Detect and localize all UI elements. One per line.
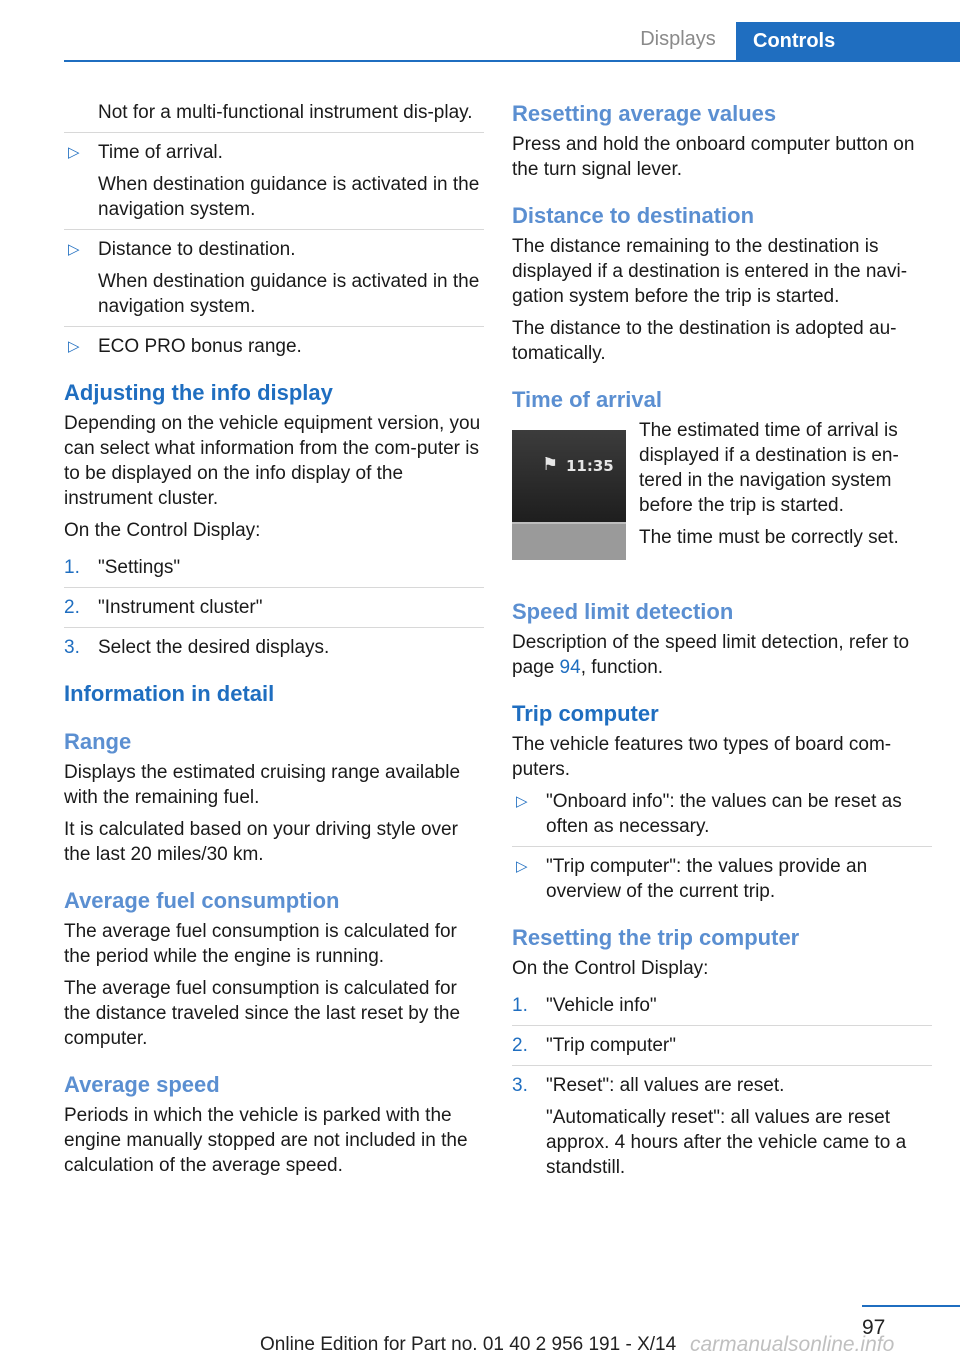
list-item: [64, 334, 484, 359]
list-item-text: ECO PRO bonus range.: [98, 336, 302, 357]
step-item: [512, 1073, 932, 1180]
heading-average-fuel-consumption: Average fuel consumption: [64, 888, 340, 913]
triangle-right-icon: ▷: [68, 144, 80, 161]
step-text: "Trip computer": [546, 1035, 676, 1056]
time-of-arrival-block: [512, 418, 932, 578]
intro-note: Not for a multi-functional instrument dis-play.: [98, 102, 473, 123]
header-chapter-label: Controls: [753, 30, 836, 52]
step-number: 2.: [64, 597, 80, 618]
heading-adjusting-info-display: Adjusting the info display: [64, 380, 333, 405]
paragraph: The average fuel consumption is calculated for the distance traveled since the last reset by the computer.: [64, 978, 461, 1049]
list-item-text: "Trip computer": the values provide an overview of the current trip.: [546, 856, 868, 902]
heading-information-in-detail: Information in detail: [64, 681, 275, 706]
paragraph: Depending on the vehicle equipment version, you can select what information from the com-puter is to be displayed on the info display of the instrument cluster.: [64, 413, 481, 509]
step-number: 3.: [512, 1075, 528, 1096]
bullet-divider: [64, 326, 484, 327]
bullet-divider: [64, 132, 484, 133]
page-header: [0, 0, 960, 64]
paragraph: On the Control Display:: [64, 520, 261, 541]
step-item: [64, 595, 484, 620]
triangle-right-icon: ▷: [68, 338, 80, 355]
watermark: carmanualsonline.info: [690, 1333, 895, 1356]
step-text: "Vehicle info": [546, 995, 657, 1016]
step-divider: [64, 627, 484, 628]
step-number: 2.: [512, 1035, 528, 1056]
paragraph: The vehicle features two types of board com-puters.: [512, 734, 892, 780]
heading-resetting-trip-computer: Resetting the trip computer: [512, 925, 800, 950]
paragraph: Periods in which the vehicle is parked with the engine manually stopped are not included in the calculation of the average speed.: [64, 1105, 468, 1176]
bullet-divider: [512, 846, 932, 847]
list-item: [512, 789, 932, 839]
list-item: [64, 237, 484, 319]
heading-trip-computer: Trip computer: [512, 701, 659, 726]
step-subtext: "Automatically reset": all values are reset approx. 4 hours after the vehicle came to a standstill.: [546, 1107, 907, 1178]
step-text: "Reset": all values are reset.: [546, 1075, 785, 1096]
heading-time-of-arrival: Time of arrival: [512, 387, 662, 412]
step-number: 3.: [64, 637, 80, 658]
step-number: 1.: [64, 557, 80, 578]
triangle-right-icon: ▷: [516, 858, 528, 875]
paragraph: The average fuel consumption is calculated for the period while the engine is running.: [64, 921, 457, 967]
step-divider: [512, 1025, 932, 1026]
triangle-right-icon: ▷: [516, 793, 528, 810]
header-rule: [64, 60, 960, 62]
step-number: 1.: [512, 995, 528, 1016]
header-section-label: Displays: [640, 28, 716, 50]
arrival-display-time: 11:35: [566, 457, 614, 475]
bullet-divider: [64, 229, 484, 230]
paragraph: The distance to the destination is adopted au-tomatically.: [512, 318, 897, 364]
paragraph: Displays the estimated cruising range available with the remaining fuel.: [64, 762, 461, 808]
page-reference-link[interactable]: 94: [559, 657, 581, 678]
paragraph: The estimated time of arrival is displayed if a destination is en-tered in the navigation system before the trip is started.: [639, 420, 899, 516]
text-run: Description of the speed limit detection, refer to page: [512, 632, 910, 678]
list-item-subtext: When destination guidance is activated in the navigation system.: [98, 271, 480, 317]
step-divider: [512, 1065, 932, 1066]
heading-average-speed: Average speed: [64, 1072, 220, 1097]
step-item: [64, 635, 484, 660]
list-item: [64, 140, 484, 222]
right-column: [512, 100, 932, 1187]
heading-speed-limit-detection: Speed limit detection: [512, 599, 734, 624]
edition-line: Online Edition for Part no. 01 40 2 956 191 - X/14: [260, 1334, 677, 1355]
heading-range: Range: [64, 729, 132, 754]
step-text: "Settings": [98, 557, 181, 578]
paragraph: [512, 630, 932, 680]
step-text: Select the desired displays.: [98, 637, 330, 658]
paragraph: The distance remaining to the destination is displayed if a destination is entered in the navi-gation system before the trip is started.: [512, 236, 908, 307]
left-column: [64, 100, 484, 1185]
list-item-subtext: When destination guidance is activated in the navigation system.: [98, 174, 480, 220]
paragraph: On the Control Display:: [512, 958, 709, 979]
destination-flag-icon: ⚑: [542, 454, 559, 474]
header-chapter-tab: [736, 22, 960, 62]
list-item-text: Distance to destination.: [98, 239, 296, 260]
list-item-text: Time of arrival.: [98, 142, 223, 163]
step-divider: [64, 587, 484, 588]
step-text: "Instrument cluster": [98, 597, 263, 618]
arrival-display-image: [512, 430, 626, 560]
footer-rule: [862, 1305, 960, 1307]
list-item: [512, 854, 932, 904]
list-item-text: "Onboard info": the values can be reset as often as necessary.: [546, 791, 902, 837]
paragraph: It is calculated based on your driving style over the last 20 miles/30 km.: [64, 819, 458, 865]
paragraph: Press and hold the onboard computer button on the turn signal lever.: [512, 134, 915, 180]
arrival-description: [639, 418, 932, 557]
heading-distance-to-destination: Distance to destination: [512, 203, 755, 228]
step-item: [512, 1033, 932, 1058]
page-number: 97: [862, 1316, 886, 1339]
text-run: , function.: [580, 657, 664, 678]
step-item: [64, 555, 484, 580]
step-item: [512, 993, 932, 1018]
heading-resetting-average-values: Resetting average values: [512, 101, 777, 126]
paragraph: The time must be correctly set.: [639, 527, 899, 548]
triangle-right-icon: ▷: [68, 241, 80, 258]
